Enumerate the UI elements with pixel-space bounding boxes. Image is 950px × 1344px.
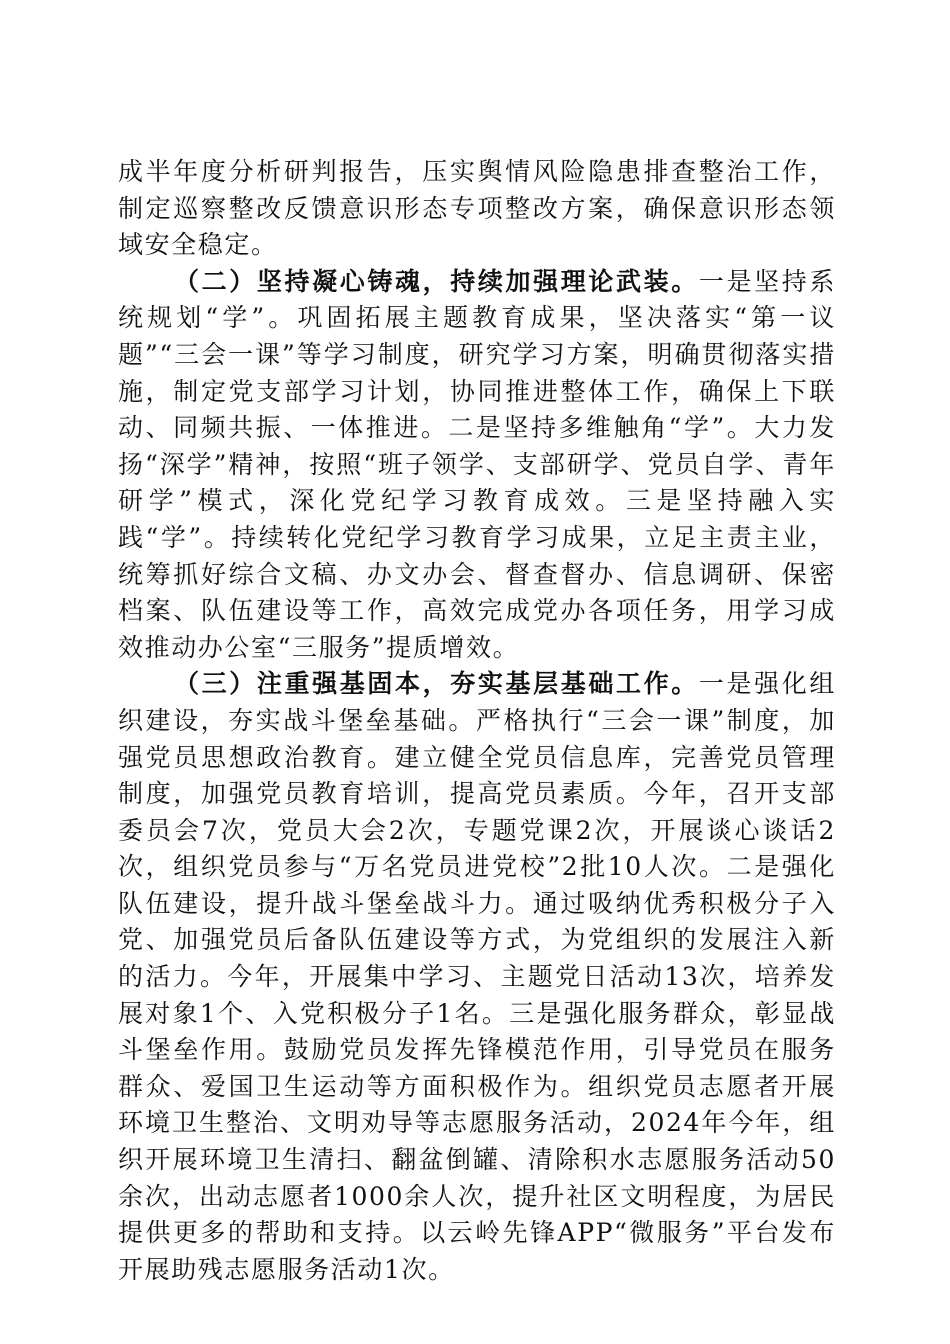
paragraph-text: 一是强化组织建设，夯实战斗堡垒基础。严格执行“三会一课”制度，加强党员思想政治教育。建立健全党员信息库，完善党员管理制度，加强党员教育培训，提高党员素质。今年，召开支部委员会7次，党员大会2次，专题党课2次，开展谈心谈话2次，组织党员参与“万名党员进党校”2批10人次。二是强化队伍建设，提升战斗堡垒战斗力。通过吸纳优秀积极分子入党、加强党员后备队伍建设等方式，为党组织的发展注入新的活力。今年，开展集中学习、主题党日活动13次，培养发展对象1个、入党积极分子1名。三是强化服务群众，彰显战斗堡垒作用。鼓励党员发挥先锋模范作用，引导党员在服务群众、爱国卫生运动等方面积极作为。组织党员志愿者开展环境卫生整治、文明劝导等志愿服务活动，2024年今年，组织开展环境卫生清扫、翻盆倒罐、清除积水志愿服务活动50余次，出动志愿者1000余人次，提升社区文明程度，为居民提供更多的帮助和支持。以云岭先锋APP“微服务”平台发布开展助残志愿服务活动1次。 <box>118 669 836 1284</box>
section-heading-3: （三）注重强基固本，夯实基层基础工作。 <box>174 669 699 699</box>
paragraph-section-3 <box>118 666 836 1288</box>
paragraph-text: 一是坚持系统规划“学”。巩固拓展主题教育成果，坚决落实“第一议题”“三会一课”等学习制度，研究学习方案，明确贯彻落实措施，制定党支部学习计划，协同推进整体工作，确保上下联动、同频共振、一体推进。二是坚持多维触角“学”。大力发扬“深学”精神，按照“班子领学、支部研学、党员自学、青年研学”模式，深化党纪学习教育成效。三是坚持融入实践“学”。持续转化党纪学习教育学习成果，立足主责主业，统筹抓好综合文稿、办文办会、督查督办、信息调研、保密档案、队伍建设等工作，高效完成党办各项任务，用学习成效推动办公室“三服务”提质增效。 <box>118 266 836 662</box>
section-heading-2: （二）坚持凝心铸魂，持续加强理论武装。 <box>174 266 699 296</box>
paragraph-continuation <box>118 154 836 264</box>
paragraph-text: 成半年度分析研判报告，压实舆情风险隐患排查整治工作，制定巡察整改反馈意识形态专项整改方案，确保意识形态领域安全稳定。 <box>118 157 836 260</box>
document-body <box>118 154 836 1288</box>
paragraph-section-2 <box>118 264 836 667</box>
